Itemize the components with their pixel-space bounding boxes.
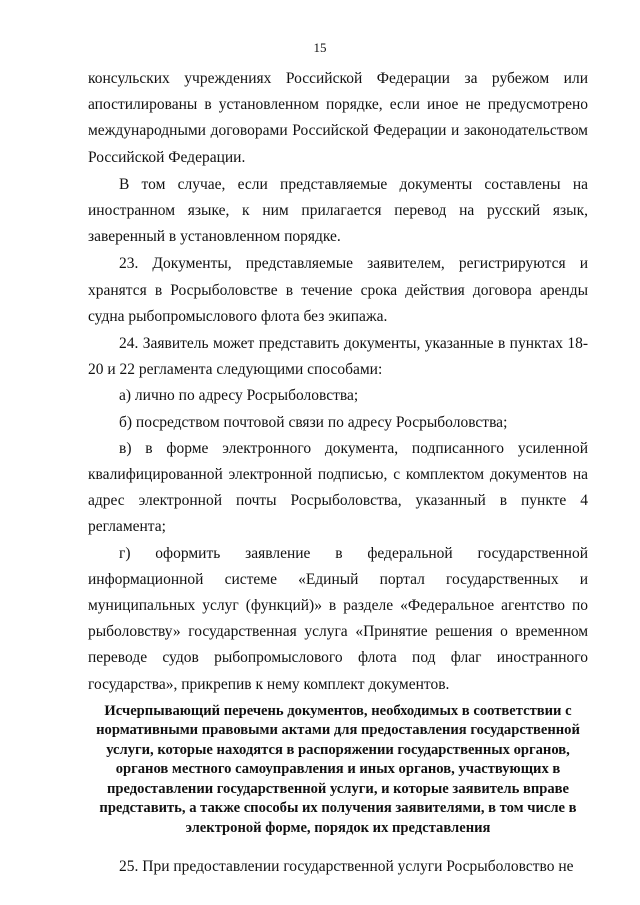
- paragraph-consular-continuation: консульских учреждениях Российской Федерации за рубежом или апостилированы в установленном порядке, если иное не предусмотрено международными договорами Российской Федерации и законодательством Российской Федерации.: [88, 70, 588, 166]
- paragraph-23: 23. Документы, представляемые заявителем, регистрируются и хранятся в Росрыболовстве в течение срока действия договора аренды судна рыбопромыслового флота без экипажа.: [88, 255, 588, 325]
- list-item-b: б) посредством почтовой связи по адресу Росрыболовства;: [119, 413, 508, 431]
- paragraph-foreign-language: В том случае, если представляемые документы составлены на иностранном языке, к ним прилагается перевод на русский язык, заверенный в установленном порядке.: [88, 175, 588, 246]
- document-body: [88, 66, 588, 881]
- paragraph-25: 25. При предоставлении государственной услуги Росрыболовство не: [119, 858, 574, 876]
- list-item-v: в) в форме электронного документа, подписанного усиленной квалифицированной электронной подписью, с комплектом документов на адрес электронной почты Росрыболовства, указанный в пункте 4 регламента;: [88, 439, 588, 536]
- list-item-g: г) оформить заявление в федеральной государственной информационной системе «Единый портал государственных и муниципальных услуг (функций)» в разделе «Федеральное агентство по рыболовству» государственная услуга «Принятие решения о временном переводе судов рыбопромыслового флота под флаг иностранного государства», прикрепив к нему комплект документов.: [88, 544, 588, 693]
- list-item-a: а) лично по адресу Росрыболовства;: [119, 387, 359, 405]
- paragraph-24: 24. Заявитель может представить документы, указанные в пунктах 18-20 и 22 регламента следующими способами:: [88, 335, 588, 379]
- section-heading: Исчерпывающий перечень документов, необходимых в соответствии с нормативными правовыми актами для предоставления государственной услуги, которые находятся в распоряжении государственных органов, органов местного самоуправления и иных органов, участвующих в предоставлении государственной услуги, и которые заявитель вправе представить, а также способы их получения заявителями, в том числе в электроной форме, порядок их представления: [96, 702, 580, 836]
- page-number: 15: [313, 40, 327, 55]
